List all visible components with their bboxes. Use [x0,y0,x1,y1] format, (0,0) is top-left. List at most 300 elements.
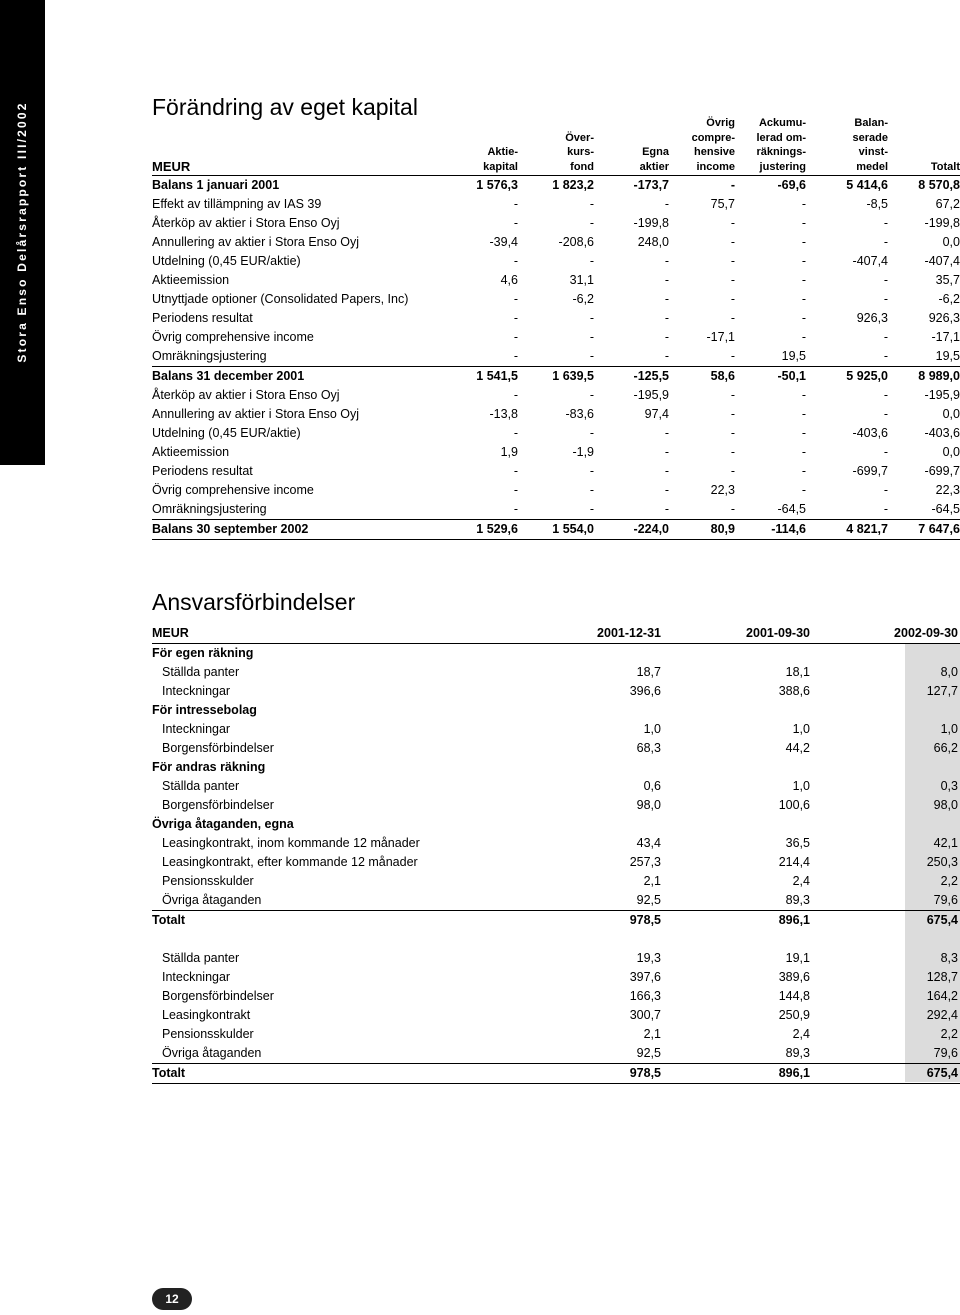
equity-row [152,386,960,405]
cell-value: - [730,349,735,363]
cell-value: - [883,388,888,402]
liability-row [152,853,960,872]
cell-value: - [589,426,594,440]
cell-value: -1,9 [572,445,594,459]
row-label: Återköp av aktier i Stora Enso Oyj [152,388,340,402]
cell-value: 68,3 [636,741,661,755]
header-line: vinst- [858,146,888,158]
cell-value: - [664,292,669,306]
equity-row [152,233,960,252]
equity-table [152,113,960,540]
cell-value: - [664,311,669,325]
row-label: Leasingkontrakt [162,1008,251,1022]
cell-value: - [664,273,669,287]
cell-value: - [801,273,806,287]
liability-row [152,1063,960,1084]
cell-value: 0,0 [942,407,960,421]
row-label: Annullering av aktier i Stora Enso Oyj [152,407,360,421]
cell-value: 67,2 [935,197,960,211]
row-label: Övrig comprehensive income [152,483,314,497]
cell-value: - [589,197,594,211]
cell-value: 98,0 [933,798,958,812]
cell-value: 58,6 [710,369,735,383]
cell-value: 292,4 [926,1008,958,1022]
cell-value: - [589,502,594,516]
cell-value: 2,4 [792,1027,810,1041]
section-row [152,644,960,663]
cell-value: 675,4 [926,913,958,927]
cell-value: - [883,483,888,497]
cell-value: - [664,349,669,363]
cell-value: -699,7 [924,464,960,478]
cell-value: - [513,464,518,478]
cell-value: - [730,178,735,192]
header-line: Ackumu- [758,117,806,129]
liability-row [152,910,960,930]
equity-row [152,328,960,347]
row-label: Periodens resultat [152,311,253,325]
cell-value: - [883,407,888,421]
cell-value: - [589,349,594,363]
row-label: Totalt [152,913,186,927]
cell-value: 4,6 [500,273,518,287]
row-label: Balans 30 september 2002 [152,522,309,536]
equity-row [152,366,960,386]
cell-value: 7 647,6 [918,522,960,536]
row-label: För andras räkning [152,760,266,774]
cell-value: 80,9 [710,522,735,536]
cell-value: 257,3 [629,855,661,869]
equity-row [152,500,960,519]
row-label: Övriga åtaganden, egna [152,817,294,831]
cell-value: -17,1 [931,330,960,344]
cell-value: - [801,197,806,211]
cell-value: -39,4 [489,235,518,249]
cell-value: 397,6 [629,970,661,984]
row-label: Effekt av tillämpning av IAS 39 [152,197,322,211]
cell-value: - [801,388,806,402]
liability-row [152,987,960,1006]
cell-value: 79,6 [933,1046,958,1060]
cell-value: -50,1 [777,369,806,383]
cell-value: - [730,407,735,421]
section-row [152,815,960,834]
cell-value: 978,5 [629,913,661,927]
cell-value: 22,3 [710,483,735,497]
cell-value: - [883,349,888,363]
cell-value: 0,6 [643,779,661,793]
header-line: kurs- [567,146,594,158]
cell-value: - [513,311,518,325]
cell-value: -195,9 [633,388,669,402]
header-line: Balan- [854,117,888,129]
cell-value: 100,6 [778,798,810,812]
cell-value: 18,7 [636,665,661,679]
cell-value: - [664,254,669,268]
cell-value: 1 823,2 [552,178,594,192]
row-label: Aktieemission [152,273,230,287]
cell-value: 8,3 [940,951,958,965]
cell-value: - [883,330,888,344]
row-label: För egen räkning [152,646,254,660]
cell-value: 89,3 [785,893,810,907]
cell-value: 92,5 [636,893,661,907]
equity-col-header [726,116,806,174]
row-label: Omräkningsjustering [152,349,267,363]
cell-value: 1 529,6 [476,522,518,536]
header-line: aktier [639,160,669,173]
cell-value: 42,1 [933,836,958,850]
cell-value: 389,6 [778,970,810,984]
cell-value: -199,8 [633,216,669,230]
cell-value: - [664,483,669,497]
cell-value: 2,1 [643,874,661,888]
equity-col-header [880,160,960,175]
row-label: Övriga åtaganden [162,893,262,907]
cell-value: 1,0 [643,722,661,736]
cell-value: - [589,254,594,268]
row-label: Ställda panter [162,779,240,793]
cell-value: 19,5 [781,349,806,363]
cell-value: 97,4 [644,407,669,421]
header-line: compre- [691,131,735,144]
header-line: justering [759,160,806,173]
cell-value: 2,1 [643,1027,661,1041]
row-label: Inteckningar [162,722,231,736]
liability-row [152,777,960,796]
liability-row [152,739,960,758]
cell-value: 98,0 [636,798,661,812]
cell-value: - [664,330,669,344]
equity-row [152,462,960,481]
cell-value: 18,1 [785,665,810,679]
header-line: räknings- [756,146,806,158]
cell-value: 1,0 [940,722,958,736]
header-line: kapital [483,160,518,173]
cell-value: 19,5 [935,349,960,363]
cell-value: -69,6 [777,178,806,192]
cell-value: 75,7 [710,197,735,211]
equity-row [152,252,960,271]
cell-value: 896,1 [778,1066,810,1080]
header-line: serade [852,131,888,144]
cell-value: -6,2 [572,292,594,306]
cell-value: 5 925,0 [846,369,888,383]
cell-value: - [801,445,806,459]
column-header: 2001-09-30 [746,626,810,640]
cell-value: 89,3 [785,1046,810,1060]
row-label: Pensionsskulder [162,874,254,888]
cell-value: 2,2 [940,1027,958,1041]
cell-value: -125,5 [633,369,669,383]
equity-row [152,443,960,462]
cell-value: -64,5 [777,502,806,516]
liabilities-unit: MEUR [152,626,189,640]
liabilities-table [152,624,960,1084]
equity-col-header [655,116,735,174]
cell-value: - [801,292,806,306]
equity-col-header [808,116,888,174]
row-label: Utdelning (0,45 EUR/aktie) [152,254,301,268]
row-label: Annullering av aktier i Stora Enso Oyj [152,235,360,249]
cell-value: - [883,502,888,516]
equity-row [152,176,960,195]
cell-value: 396,6 [629,684,661,698]
row-label: Periodens resultat [152,464,253,478]
cell-value: 144,8 [778,989,810,1003]
cell-value: - [513,216,518,230]
cell-value: 8 570,8 [918,178,960,192]
cell-value: 31,1 [569,273,594,287]
liabilities-header-row [152,624,960,644]
cell-value: - [730,445,735,459]
cell-value: - [801,235,806,249]
cell-value: - [883,273,888,287]
cell-value: - [664,197,669,211]
cell-value: 978,5 [629,1066,661,1080]
cell-value: 0,0 [942,445,960,459]
row-label: Pensionsskulder [162,1027,254,1041]
cell-value: - [801,464,806,478]
cell-value: -199,8 [924,216,960,230]
cell-value: 675,4 [926,1066,958,1080]
liability-row [152,834,960,853]
row-label: Balans 1 januari 2001 [152,178,280,192]
cell-value: - [883,445,888,459]
cell-value: 896,1 [778,913,810,927]
cell-value: 926,3 [928,311,960,325]
equity-row [152,214,960,233]
cell-value: - [513,388,518,402]
cell-value: - [589,464,594,478]
cell-value: -8,5 [866,197,888,211]
cell-value: - [589,483,594,497]
cell-value: -173,7 [633,178,669,192]
cell-value: 8,0 [940,665,958,679]
cell-value: - [513,426,518,440]
cell-value: - [801,426,806,440]
cell-value: 164,2 [926,989,958,1003]
cell-value: - [730,464,735,478]
row-label: Borgensförbindelser [162,989,274,1003]
cell-value: -208,6 [558,235,594,249]
column-header: 2002-09-30 [894,626,958,640]
cell-value: 926,3 [856,311,888,325]
section-row [152,701,960,720]
cell-value: -17,1 [706,330,735,344]
cell-value: 19,3 [636,951,661,965]
cell-value: - [801,254,806,268]
liability-row [152,682,960,701]
row-label: Leasingkontrakt, efter kommande 12 månader [162,855,418,869]
liability-row [152,720,960,739]
row-label: Övriga åtaganden [162,1046,262,1060]
cell-value: 1 554,0 [552,522,594,536]
row-label: Inteckningar [162,684,231,698]
row-label: Utnyttjade optioner (Consolidated Papers, Inc) [152,292,409,306]
cell-value: - [664,502,669,516]
cell-value: -224,0 [633,522,669,536]
cell-value: - [730,216,735,230]
liability-row [152,1025,960,1044]
liability-row [152,968,960,987]
cell-value: 1 639,5 [552,369,594,383]
cell-value: - [513,502,518,516]
equity-row [152,424,960,443]
cell-value: - [513,349,518,363]
header-line: Totalt [930,160,960,173]
cell-value: 0,0 [942,235,960,249]
cell-value: - [801,330,806,344]
cell-value: 1,0 [792,779,810,793]
cell-value: 1,0 [792,722,810,736]
cell-value: -407,4 [924,254,960,268]
row-label: För intressebolag [152,703,257,717]
cell-value: -83,6 [565,407,594,421]
equity-row [152,481,960,500]
cell-value: 1 541,5 [476,369,518,383]
liability-row [152,949,960,968]
header-line: income [696,160,735,173]
liability-row [152,1044,960,1063]
cell-value: - [513,483,518,497]
cell-value: 36,5 [785,836,810,850]
cell-value: 44,2 [785,741,810,755]
cell-value: -403,6 [852,426,888,440]
cell-value: - [801,407,806,421]
equity-row [152,309,960,328]
liability-row [152,1006,960,1025]
cell-value: - [513,197,518,211]
cell-value: - [730,502,735,516]
spacer-row [152,930,960,949]
header-line: lerad om- [756,131,806,144]
row-label: Ställda panter [162,951,240,965]
cell-value: 2,2 [940,874,958,888]
row-label: Totalt [152,1066,186,1080]
cell-value: 250,3 [926,855,958,869]
cell-value: -407,4 [852,254,888,268]
cell-value: 35,7 [935,273,960,287]
cell-value: - [730,311,735,325]
cell-value: 248,0 [637,235,669,249]
cell-value: 0,3 [940,779,958,793]
cell-value: - [589,311,594,325]
row-label: Borgensförbindelser [162,741,274,755]
cell-value: 128,7 [926,970,958,984]
row-label: Ställda panter [162,665,240,679]
cell-value: - [801,483,806,497]
header-line: Aktie- [487,146,518,158]
cell-value: 388,6 [778,684,810,698]
row-label: Utdelning (0,45 EUR/aktie) [152,426,301,440]
liability-row [152,872,960,891]
equity-row [152,195,960,214]
row-label: Leasingkontrakt, inom kommande 12 månader [162,836,420,850]
cell-value: -195,9 [924,388,960,402]
cell-value: 1,9 [500,445,518,459]
cell-value: -64,5 [931,502,960,516]
cell-value: - [589,216,594,230]
liability-row [152,796,960,815]
cell-value: - [513,330,518,344]
equity-col-header [438,145,518,174]
equity-row [152,347,960,366]
header-line: medel [856,160,888,173]
header-line: Över- [565,131,594,144]
cell-value: 22,3 [935,483,960,497]
cell-value: - [883,292,888,306]
cell-value: - [883,235,888,249]
equity-row [152,519,960,540]
cell-value: 300,7 [629,1008,661,1022]
cell-value: 79,6 [933,893,958,907]
cell-value: 43,4 [636,836,661,850]
liability-row [152,663,960,682]
column-header: 2001-12-31 [597,626,661,640]
cell-value: - [730,292,735,306]
cell-value: - [801,216,806,230]
row-label: Övrig comprehensive income [152,330,314,344]
cell-value: 66,2 [933,741,958,755]
cell-value: -403,6 [924,426,960,440]
header-line: Övrig [706,117,735,129]
header-line: fond [570,160,594,173]
cell-value: -699,7 [852,464,888,478]
page-number: 12 [152,1288,192,1310]
cell-value: 4 821,7 [846,522,888,536]
cell-value: 8 989,0 [918,369,960,383]
cell-value: 2,4 [792,874,810,888]
row-label: Omräkningsjustering [152,502,267,516]
equity-unit: MEUR [152,159,191,174]
liabilities-title: Ansvarsförbindelser [152,589,356,615]
header-line: hensive [694,146,735,158]
cell-value: 5 414,6 [846,178,888,192]
cell-value: -114,6 [771,522,806,536]
equity-row [152,405,960,424]
cell-value: - [730,273,735,287]
cell-value: - [730,426,735,440]
cell-value: 250,9 [778,1008,810,1022]
row-label: Aktieemission [152,445,230,459]
cell-value: -13,8 [489,407,518,421]
cell-value: - [664,426,669,440]
cell-value: - [513,254,518,268]
liability-row [152,891,960,910]
cell-value: 92,5 [636,1046,661,1060]
cell-value: 19,1 [785,951,810,965]
cell-value: 127,7 [926,684,958,698]
cell-value: - [664,464,669,478]
cell-value: 1 576,3 [476,178,518,192]
header-line: Egna [642,146,669,158]
row-label: Borgensförbindelser [162,798,274,812]
section-row [152,758,960,777]
cell-value: - [730,235,735,249]
row-label: Inteckningar [162,970,231,984]
cell-value: - [513,292,518,306]
equity-row [152,290,960,309]
cell-value: - [730,254,735,268]
row-label: Återköp av aktier i Stora Enso Oyj [152,216,340,230]
cell-value: - [664,445,669,459]
equity-header-row [152,113,960,176]
equity-title: Förändring av eget kapital [152,94,418,120]
row-label: Balans 31 december 2001 [152,369,305,383]
cell-value: - [730,388,735,402]
cell-value: 166,3 [629,989,661,1003]
